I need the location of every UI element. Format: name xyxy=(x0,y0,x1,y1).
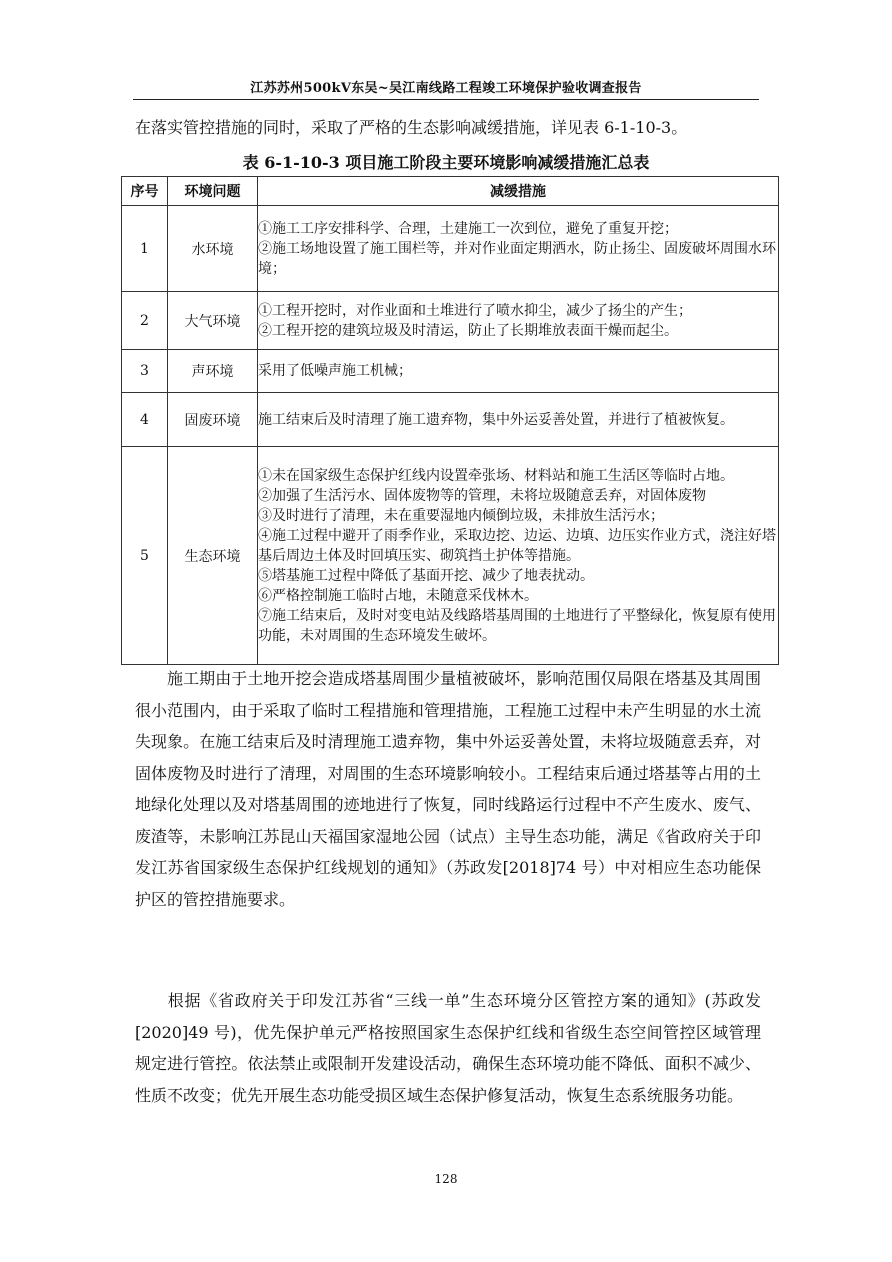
measure-item: ②工程开挖的建筑垃圾及时清运，防止了长期堆放表面干燥而起尘。 xyxy=(258,322,678,339)
row-number: 2 xyxy=(122,292,168,350)
body-paragraph xyxy=(135,663,761,915)
header-no: 序号 xyxy=(122,177,168,206)
row-measures xyxy=(258,393,779,447)
measure-item: ①未在国家级生态保护红线内设置牵张场、材料站和施工生活区等临时占地。 xyxy=(258,467,734,484)
measure-item: ②加强了生活污水、固体废物等的管理，未将垃圾随意丢弃，对固体废物 xyxy=(258,487,706,504)
measure-item: ④施工过程中避开了雨季作业，采取边挖、边运、边填、边压实作业方式，浇注好塔基后周边土体及时回填压实、砌筑挡土护体等措施。 xyxy=(258,527,776,564)
body-paragraph xyxy=(135,985,761,1111)
measure-item: ⑦施工结束后，及时对变电站及线路塔基周围的土地进行了平整绿化，恢复原有使用功能，未对周围的生态环境发生破坏。 xyxy=(258,607,776,644)
row-number: 5 xyxy=(122,447,168,665)
row-measures xyxy=(258,447,779,665)
row-number: 4 xyxy=(122,393,168,447)
table-caption: 表 6-1-10-3 项目施工阶段主要环境影响减缓措施汇总表 xyxy=(242,153,650,172)
table-row xyxy=(122,447,779,665)
row-measures xyxy=(258,292,779,350)
table-row xyxy=(122,206,779,292)
measure-item: ⑥严格控制施工临时占地，未随意采伐林木。 xyxy=(258,587,538,604)
report-header-title: 江苏苏州500kV东吴~吴江南线路工程竣工环境保护验收调查报告 xyxy=(250,81,642,96)
row-measures xyxy=(258,350,779,393)
row-issue: 声环境 xyxy=(168,350,258,393)
table-header-row xyxy=(122,177,779,206)
measure-item: ①施工工序安排科学、合理，土建施工一次到位，避免了重复开挖； xyxy=(258,220,678,237)
intro-text: 在落实管控措施的同时，采取了严格的生态影响减缓措施，详见表 6-1-10-3。 xyxy=(135,118,688,137)
measure-item: ①工程开挖时，对作业面和土堆进行了喷水抑尘，减少了扬尘的产生； xyxy=(258,302,692,319)
header-issue: 环境问题 xyxy=(168,177,258,206)
row-issue: 生态环境 xyxy=(168,447,258,665)
table-row xyxy=(122,350,779,393)
row-issue: 大气环境 xyxy=(168,292,258,350)
measure-item: ③及时进行了清理，未在重要湿地内倾倒垃圾，未排放生活污水； xyxy=(258,507,664,524)
measure-item: ②施工场地设置了施工围栏等，并对作业面定期洒水，防止扬尘、固废破坏周围水环境； xyxy=(258,240,776,277)
row-issue: 固废环境 xyxy=(168,393,258,447)
paragraph-text: 根据《省政府关于印发江苏省“三线一单”生态环境分区管控方案的通知》(苏政发[2020]49 号)，优先保护单元严格按照国家生态保护红线和省级生态空间管控区域管理规定进行管控。依法禁止或限制开发建设活动，确保生态环境功能不降低、面积不减少、性质不改变；优先开展生态功能受损区域生态保护修复活动，恢复生态系统服务功能。 xyxy=(135,991,761,1105)
measure-item: 采用了低噪声施工机械； xyxy=(258,363,412,379)
paragraph-text: 施工期由于土地开挖会造成塔基周围少量植被破坏，影响范围仅局限在塔基及其周围很小范围内，由于采取了临时工程措施和管理措施，工程施工过程中未产生明显的水土流失现象。在施工结束后及时清理施工遗弃物，集中外运妥善处置，未将垃圾随意丢弃，对固体废物及时进行了清理，对周围的生态环境影响较小。工程结束后通过塔基等占用的土地绿化处理以及对塔基周围的迹地进行了恢复，同时线路运行过程中不产生废水、废气、废渣等，未影响江苏昆山天福国家湿地公园（试点）主导生态功能，满足《省政府关于印发江苏省国家级生态保护红线规划的通知》（苏政发[2018]74 号）中对相应生态功能保护区的管控措施要求。 xyxy=(135,669,761,909)
page-number: 128 xyxy=(434,1172,458,1186)
table-row xyxy=(122,292,779,350)
row-number: 1 xyxy=(122,206,168,292)
measure-item: 施工结束后及时清理了施工遗弃物，集中外运妥善处置，并进行了植被恢复。 xyxy=(258,411,734,428)
header-measures: 减缓措施 xyxy=(258,177,779,206)
header-divider xyxy=(133,99,759,100)
row-issue: 水环境 xyxy=(168,206,258,292)
measure-item: ⑤塔基施工过程中降低了基面开挖、减少了地表扰动。 xyxy=(258,567,594,584)
row-number: 3 xyxy=(122,350,168,393)
table-row xyxy=(122,393,779,447)
mitigation-table xyxy=(121,176,779,665)
row-measures xyxy=(258,206,779,292)
